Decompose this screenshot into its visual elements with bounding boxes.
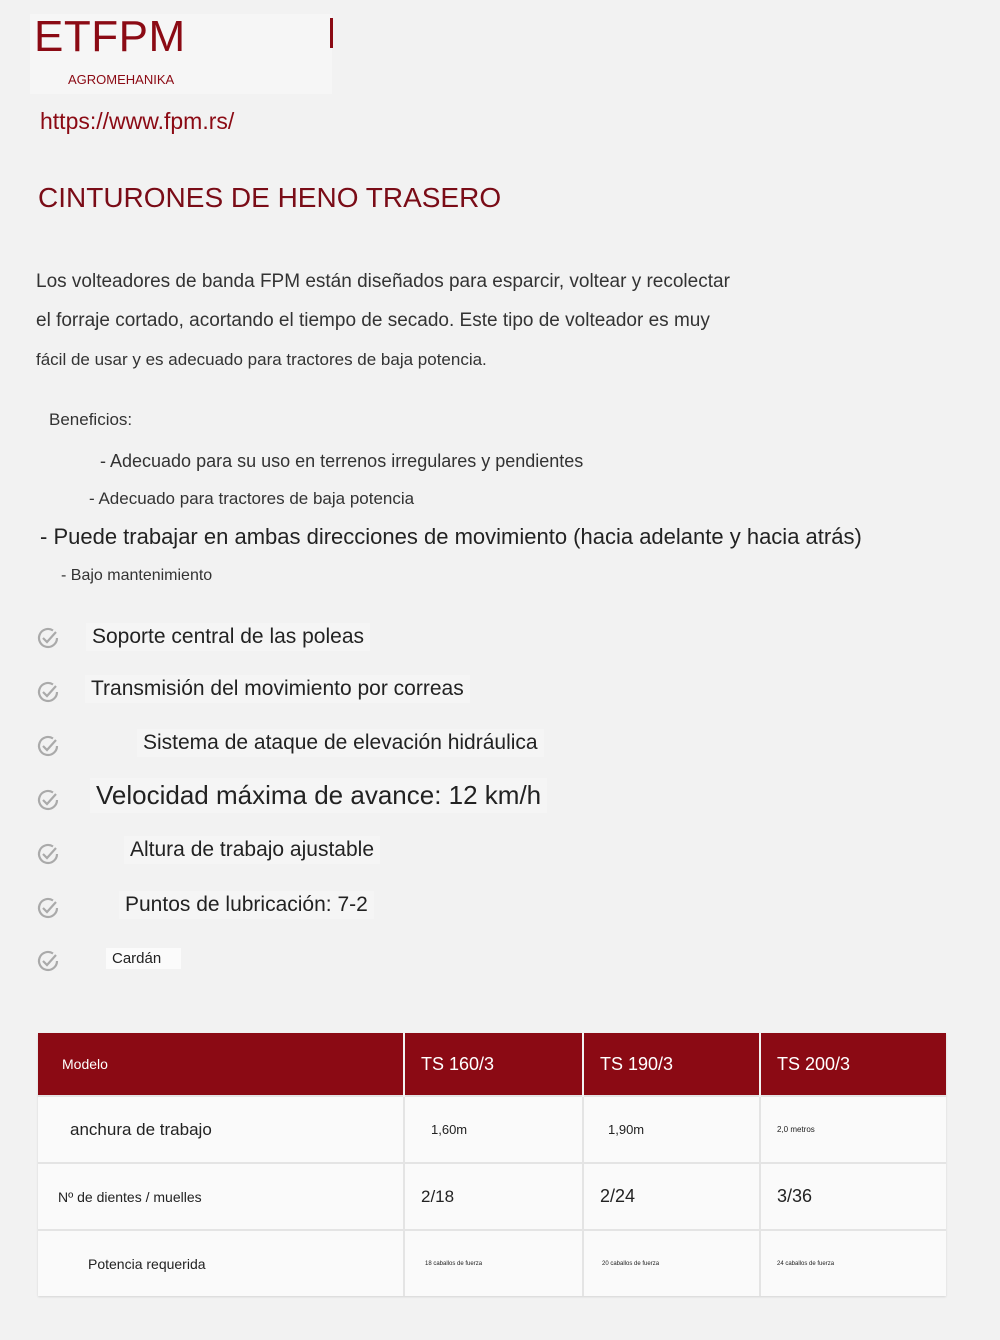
table-cell: 2,0 metros <box>760 1096 946 1163</box>
table-cell: 1,90m <box>583 1096 760 1163</box>
feature-item: Velocidad máxima de avance: 12 km/h <box>90 778 547 813</box>
description-line-3: fácil de usar y es adecuado para tractores de baja potencia. <box>36 350 487 369</box>
benefit-item: - Adecuado para su uso en terrenos irregulares y pendientes <box>100 451 584 471</box>
benefits-heading: Beneficios: <box>49 410 133 429</box>
check-circle-icon <box>36 680 60 704</box>
site-url-link[interactable]: https://www.fpm.rs/ <box>40 108 235 134</box>
table-row <box>38 1163 946 1230</box>
table-cell: 18 caballos de fuerza <box>404 1230 583 1296</box>
check-circle-icon <box>36 788 60 812</box>
feature-item: Transmisión del movimiento por correas <box>85 675 470 703</box>
table-header-row <box>38 1033 946 1096</box>
table-cell: 2/18 <box>404 1163 583 1230</box>
feature-item: Soporte central de las poleas <box>86 623 370 651</box>
table-header-cell: TS 190/3 <box>583 1033 760 1096</box>
table-row <box>38 1230 946 1296</box>
check-circle-icon <box>36 896 60 920</box>
table-header-cell: TS 160/3 <box>404 1033 583 1096</box>
description-line-2: el forraje cortado, acortando el tiempo de secado. Este tipo de volteador es muy <box>36 310 710 331</box>
benefit-item: - Adecuado para tractores de baja potencia <box>89 489 415 508</box>
table-header-cell: Modelo <box>38 1033 404 1096</box>
logo-accent-bar <box>330 18 333 48</box>
table-header-cell: TS 200/3 <box>760 1033 946 1096</box>
feature-item: Altura de trabajo ajustable <box>124 836 380 864</box>
check-circle-icon <box>36 626 60 650</box>
check-circle-icon <box>36 842 60 866</box>
benefit-item: - Puede trabajar en ambas direcciones de movimiento (hacia adelante y hacia atrás) <box>40 524 862 549</box>
table-cell: 20 caballos de fuerza <box>583 1230 760 1296</box>
table-cell: 2/24 <box>583 1163 760 1230</box>
table-cell: Nº de dientes / muelles <box>38 1163 404 1230</box>
logo-subtitle: AGROMEHANIKA <box>68 72 175 87</box>
feature-item: Puntos de lubricación: 7-2 <box>119 891 374 919</box>
table-cell: Potencia requerida <box>38 1230 404 1296</box>
feature-item: Cardán <box>106 948 181 969</box>
logo-title: ETFPM <box>34 12 186 61</box>
table-cell: 24 caballos de fuerza <box>760 1230 946 1296</box>
page-title: CINTURONES DE HENO TRASERO <box>38 182 502 213</box>
description-line-1: Los volteadores de banda FPM están diseñados para esparcir, voltear y recolectar <box>36 271 730 292</box>
spec-table <box>38 1033 946 1296</box>
table-cell: 3/36 <box>760 1163 946 1230</box>
check-circle-icon <box>36 949 60 973</box>
table-cell: anchura de trabajo <box>38 1096 404 1163</box>
check-circle-icon <box>36 734 60 758</box>
feature-item: Sistema de ataque de elevación hidráulica <box>137 729 544 757</box>
table-row <box>38 1096 946 1163</box>
table-cell: 1,60m <box>404 1096 583 1163</box>
benefit-item: - Bajo mantenimiento <box>61 567 213 584</box>
